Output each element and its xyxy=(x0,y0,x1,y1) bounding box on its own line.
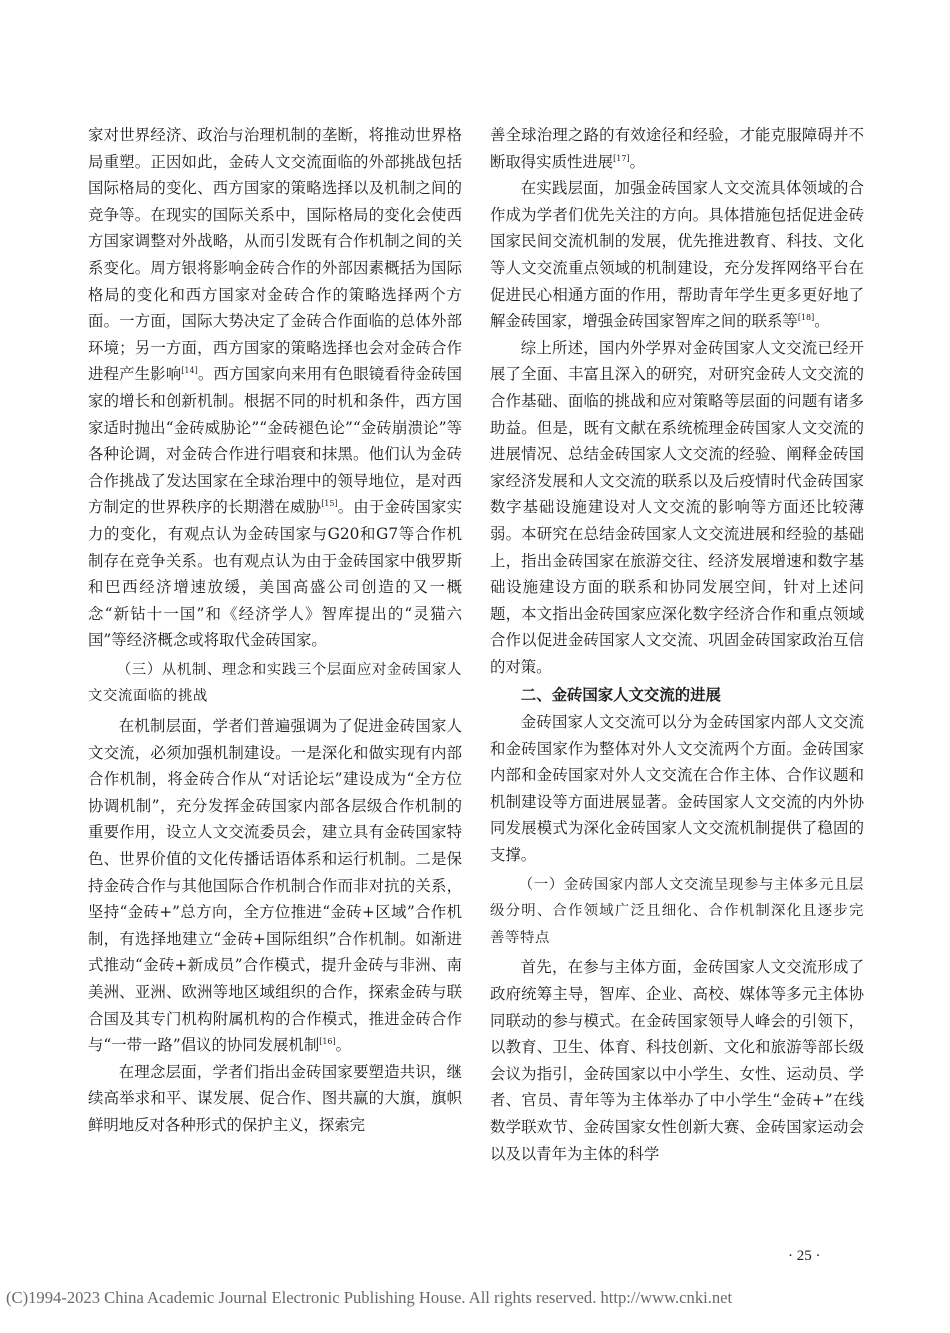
right-column xyxy=(490,122,864,1167)
citation[interactable]: [16] xyxy=(319,1037,336,1047)
page-number: · 25 · xyxy=(788,1248,821,1264)
left-column xyxy=(88,122,462,1139)
section-subheading: （一）金砖国家内部人文交流呈现参与主体多元且层级分明、合作领域广泛且细化、合作机制深化且逐步完善等特点 xyxy=(490,876,864,946)
copyright-footer: (C)1994-2023 China Academic Journal Electronic Publishing House. All rights reserved. http://www.cnki.net xyxy=(6,1288,733,1307)
paragraph: 首先，在参与主体方面，金砖国家人文交流形成了政府统筹主导，智库、企业、高校、媒体等多元主体协同联动的参与模式。在金砖国家领导人峰会的引领下，以教育、卫生、体育、科技创新、文化和旅游等部长级会议为指引，金砖国家以中小学生、女性、运动员、学者、官员、青年等为主体举办了中小学生“金砖+”在线数学联欢节、金砖国家女性创新大赛、金砖国家运动会以及以青年为主体的科学 xyxy=(490,958,864,1163)
section-heading: 二、金砖国家人文交流的进展 xyxy=(520,686,721,705)
paragraph: 金砖国家人文交流可以分为金砖国家内部人文交流和金砖国家作为整体对外人文交流两个方面。金砖国家内部和金砖国家对外人文交流在合作主体、合作议题和机制建设等方面进展显著。金砖国家人文交流的内外协同发展模式为深化金砖国家人文交流机制提供了稳固的支撑。 xyxy=(490,713,864,865)
paragraph: 在机制层面，学者们普遍强调为了促进金砖国家人文交流，必须加强机制建设。一是深化和做实现有内部合作机制，将金砖合作从“对话论坛”建设成为“全方位协调机制”，充分发挥金砖国家内部各层级合作机制的重要作用，设立人文交流委员会，建立具有金砖国家特色、世界价值的文化传播话语体系和运行机制。二是保持金砖合作与其他国际合作机制合作而非对抗的关系，坚持“金砖+”总方向，全方位推进“金砖+区域”合作机制，有选择地建立“金砖+国际组织”合作机制。如渐进式推动“金砖+新成员”合作模式，提升金砖与非洲、南美洲、亚洲、欧洲等地区域组织的合作，探索金砖与联合国及其专门机构附属机构的合作模式，推进金砖合作与“一带一路”倡议的协同发展机制[16]。 xyxy=(88,717,462,1055)
section-subheading: （三）从机制、理念和实践三个层面应对金砖国家人文交流面临的挑战 xyxy=(88,661,462,705)
paragraph: 家对世界经济、政治与治理机制的垄断，将推动世界格局重塑。正因如此，金砖人文交流面临的外部挑战包括国际格局的变化、西方国家的策略选择以及机制之间的竞争等。在现实的国际关系中，国际格局的变化会使西方国家调整对外战略，从而引发既有合作机制之间的关系变化。周方银将影响金砖合作的外部因素概括为国际格局的变化和西方国家对金砖合作的策略选择两个方面。一方面，国际大势决定了金砖合作面临的总体外部环境；另一方面，西方国家的策略选择也会对金砖合作进程产生影响[14]。西方国家向来用有色眼镜看待金砖国家的增长和创新机制。根据不同的时机和条件，西方国家适时抛出“金砖威胁论”“金砖褪色论”“金砖崩溃论”等各种论调，对金砖合作进行唱衰和抹黑。他们认为金砖合作挑战了发达国家在全球治理中的领导地位，是对西方制定的世界秩序的长期潜在威胁[15]。由于金砖国家实力的变化，有观点认为金砖国家与G20和G7等合作机制存在竞争关系。也有观点认为由于金砖国家中俄罗斯和巴西经济增速放缓，美国高盛公司创造的又一概念“新钻十一国”和《经济学人》智库提出的“灵猫六国”等经济概念或将取代金砖国家。 xyxy=(88,126,462,650)
paragraph: 善全球治理之路的有效途径和经验，才能克服障碍并不断取得实质性进展[17]。 xyxy=(490,126,864,171)
citation[interactable]: [15] xyxy=(321,499,338,509)
citation[interactable]: [18] xyxy=(797,313,815,323)
citation[interactable]: [17] xyxy=(613,153,630,163)
paragraph: 综上所述，国内外学界对金砖国家人文交流已经开展了全面、丰富且深入的研究，对研究金砖人文交流的合作基础、面临的挑战和应对策略等层面的问题有诸多助益。但是，既有文献在系统梳理金砖国家人文交流的进展情况、总结金砖国家人文交流的经验、阐释金砖国家经济发展和人文交流的联系以及后疫情时代金砖国家数字基础设施建设对人文交流的影响等方面还比较薄弱。本研究在总结金砖国家人文交流进展和经验的基础上，指出金砖国家在旅游交往、经济发展增速和数字基础设施建设方面的联系和协同发展空间，针对上述问题，本文指出金砖国家应深化数字经济合作和重点领域合作以促进金砖国家人文交流、巩固金砖国家政治互信的对策。 xyxy=(490,338,864,676)
citation[interactable]: [14] xyxy=(181,366,198,376)
paragraph: 在实践层面，加强金砖国家人文交流具体领域的合作成为学者们优先关注的方向。具体措施包括促进金砖国家民间交流机制的发展，优先推进教育、科技、文化等人文交流重点领域的机制建设，充分发挥网络平台在促进民心相通方面的作用，帮助青年学生更多更好地了解金砖国家，增强金砖国家智库之间的联系等[18]。 xyxy=(490,179,864,331)
paragraph: 在理念层面，学者们指出金砖国家要塑造共识，继续高举求和平、谋发展、促合作、图共赢的大旗，旗帜鲜明地反对各种形式的保护主义，探索完 xyxy=(88,1062,462,1134)
